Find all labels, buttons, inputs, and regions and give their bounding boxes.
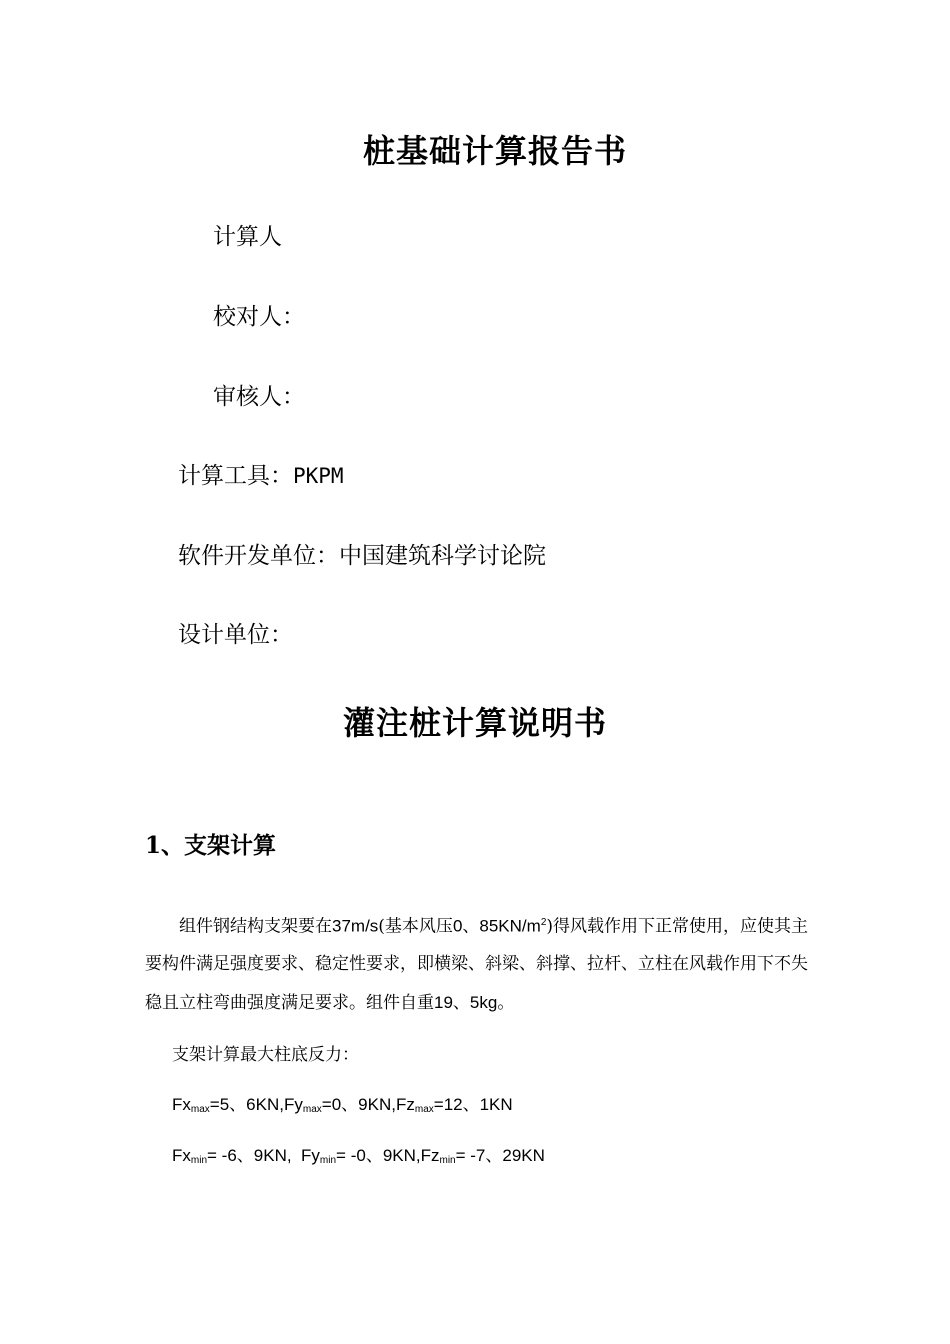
self-weight: 19、5kg xyxy=(434,992,498,1012)
design-unit-field xyxy=(178,616,293,649)
fy-max-label: Fy xyxy=(283,1095,303,1114)
fz-max-label: Fz xyxy=(395,1095,415,1114)
reviewer-label: 审核人： xyxy=(213,384,305,410)
fx-min-label: Fx xyxy=(172,1146,191,1165)
fy-min-label: Fy xyxy=(301,1146,320,1165)
fy-min-value: = -0、9KN, xyxy=(336,1146,421,1165)
tool-label: 计算工具： xyxy=(178,463,293,489)
calculator-field xyxy=(213,218,282,251)
para-text-2: (基本风压 xyxy=(378,916,453,937)
report-title: 桩基础计算报告书 xyxy=(362,132,627,170)
fy-min-sub: min xyxy=(319,1155,337,1166)
developer-value: 中国建筑科学讨论院 xyxy=(339,543,546,569)
design-unit-label: 设计单位： xyxy=(178,622,293,648)
fx-max-value: =5、6KN, xyxy=(209,1095,284,1114)
max-reactions-line xyxy=(172,1090,513,1115)
body-paragraph xyxy=(145,904,815,1022)
fx-min-value: = -6、9KN, xyxy=(207,1146,302,1165)
section-heading: 1、支架计算 xyxy=(145,832,277,859)
min-reactions-line xyxy=(172,1141,545,1166)
developer-label: 软件开发单位： xyxy=(178,543,339,569)
checker-field xyxy=(213,298,305,331)
wind-pressure: 0、85KN/m xyxy=(452,916,541,936)
developer-field xyxy=(178,537,546,570)
fz-max-value: =12、1KN xyxy=(433,1095,513,1114)
wind-speed: 37m/s xyxy=(332,916,379,936)
fx-max-label: Fx xyxy=(172,1095,191,1114)
para-text-4: 。 xyxy=(497,992,515,1013)
fx-max-sub: max xyxy=(190,1104,210,1115)
wind-pressure-exponent: 2 xyxy=(540,917,547,928)
fz-min-label: Fz xyxy=(420,1146,440,1165)
fz-max-sub: max xyxy=(414,1104,434,1115)
tool-field xyxy=(178,457,344,490)
fz-min-value: = -7、29KN xyxy=(455,1146,545,1165)
checker-label: 校对人： xyxy=(213,304,305,330)
fx-min-sub: min xyxy=(190,1155,208,1166)
para-text-1: 组件钢结构支架要在 xyxy=(179,916,332,937)
fz-min-sub: min xyxy=(439,1155,456,1166)
calculator-label: 计算人 xyxy=(213,224,282,250)
fy-max-sub: max xyxy=(302,1104,322,1115)
para-text-3: )得风载作用下正常使用，应使其主要构件满足强度要求、稳定性要求，即横梁、斜梁、斜撑、拉杆、立柱在风载作用下不失稳且立柱弯曲强度满足要求。组件自重 xyxy=(145,916,809,1013)
reviewer-field xyxy=(213,378,305,411)
fy-max-value: =0、9KN, xyxy=(321,1095,396,1114)
tool-value: PKPM xyxy=(293,464,344,488)
spec-title: 灌注桩计算说明书 xyxy=(342,704,607,742)
reaction-label: 支架计算最大柱底反力： xyxy=(172,1045,359,1065)
